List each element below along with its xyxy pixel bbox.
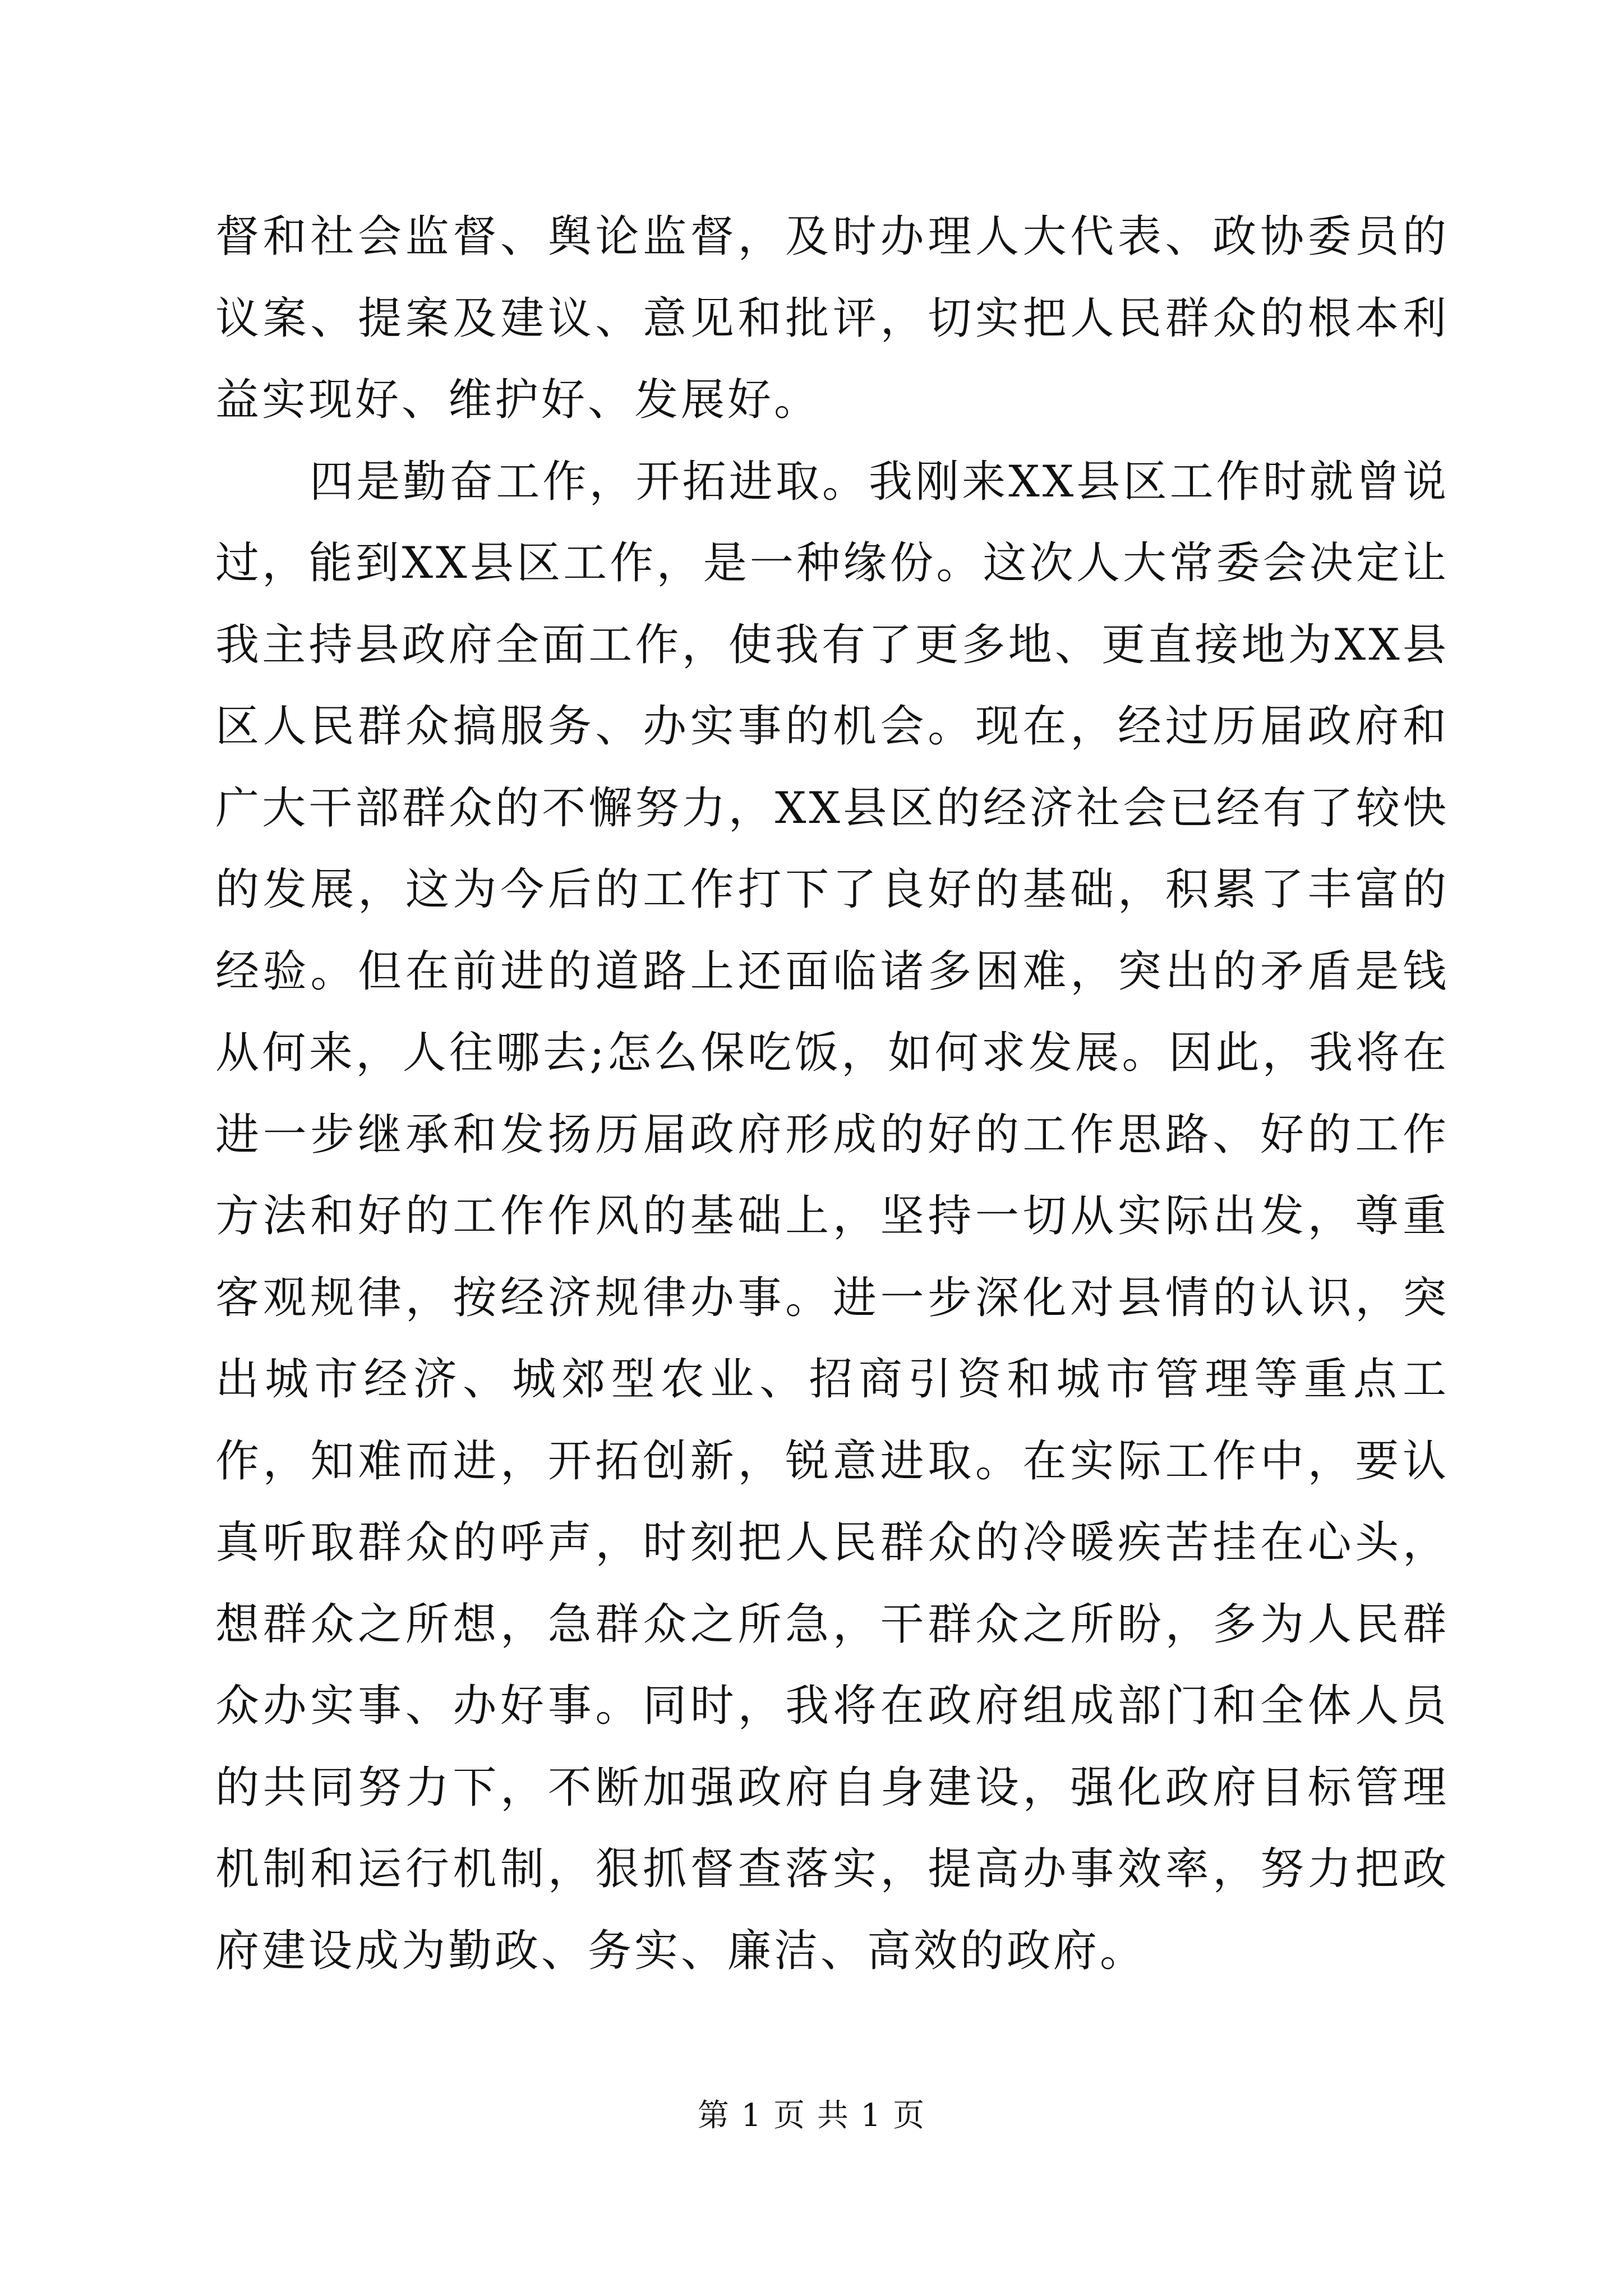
paragraph-continuation: 督和社会监督、舆论监督，及时办理人大代表、政协委员的议案、提案及建议、意见和批评，切实把人民群众的根本利益实现好、维护好、发展好。 bbox=[215, 211, 1449, 425]
page-footer bbox=[0, 2093, 1623, 2138]
paragraph-four-diligent-work: 四是勤奋工作，开拓进取。我刚来XX县区工作时就曾说过，能到XX县区工作，是一种缘份。这次人大常委会决定让我主持县政府全面工作，使我有了更多地、更直接地为XX县区人民群众搞服务、办实事的机会。现在，经过历届政府和广大干部群众的不懈努力，XX县区的经济社会已经有了较快的发展，这为今后的工作打下了良好的基础，积累了丰富的经验。但在前进的道路上还面临诸多困难，突出的矛盾是钱从何来，人往哪去;怎么保吃饭，如何求发展。因此，我将在进一步继承和发扬历届政府形成的好的工作思路、好的工作方法和好的工作作风的基础上，坚持一切从实际出发，尊重客观规律，按经济规律办事。进一步深化对县情的认识，突出城市经济、城郊型农业、招商引资和城市管理等重点工作，知难而进，开拓创新，锐意进取。在实际工作中，要认真听取群众的呼声，时刻把人民群众的冷暖疾苦挂在心头，想群众之所想，急群众之所急，干群众之所盼，多为人民群众办实事、办好事。同时，我将在政府组成部门和全体人员的共同努力下，不断加强政府自身建设，强化政府目标管理机制和运行机制，狠抓督查落实，提高办事效率，努力把政府建设成为勤政、务实、廉洁、高效的政府。 bbox=[215, 456, 1449, 1976]
page-number-label: 第 1 页 共 1 页 bbox=[697, 2097, 926, 2134]
document-body bbox=[215, 196, 1449, 1992]
